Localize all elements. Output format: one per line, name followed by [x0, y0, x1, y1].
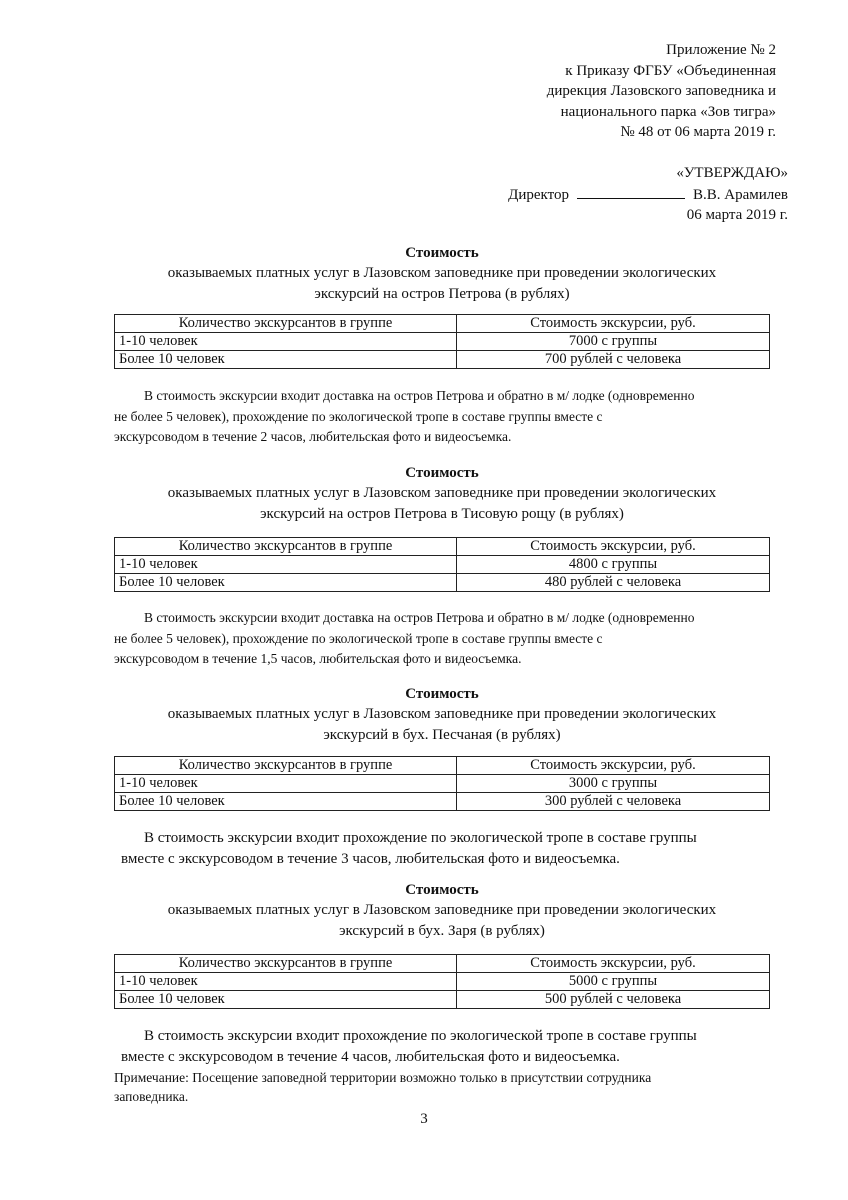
section-subtitle: оказываемых платных услуг в Лазовском заповеднике при проведении экологических — [167, 706, 717, 722]
header-cell: Стоимость экскурсии, руб. — [457, 757, 770, 775]
director-name: В.В. Арамилев — [693, 186, 788, 203]
price-table — [114, 314, 770, 369]
remark — [114, 1069, 782, 1106]
section-heading — [114, 243, 770, 304]
table-row — [115, 574, 770, 592]
section-title: Стоимость — [405, 882, 479, 898]
price-cell: 5000 с группы — [457, 973, 770, 991]
group-cell: 1-10 человек — [115, 775, 457, 793]
appendix-line: к Приказу ФГБУ «Объединенная — [565, 62, 776, 79]
note-line: экскурсоводом в течение 2 часов, любительская фото и видеосъемка. — [114, 429, 512, 444]
header-cell: Количество экскурсантов в группе — [115, 538, 457, 556]
header-cell: Стоимость экскурсии, руб. — [457, 955, 770, 973]
price-cell: 3000 с группы — [457, 775, 770, 793]
section-subtitle: экскурсий на остров Петрова (в рублях) — [314, 285, 570, 302]
director-line — [388, 184, 788, 206]
note-line: вместе с экскурсоводом в течение 4 часов, любительская фото и видеосъемка. — [121, 1048, 620, 1065]
group-cell: 1-10 человек — [115, 973, 457, 991]
group-cell: Более 10 человек — [115, 793, 457, 811]
note-line: В стоимость экскурсии входит прохождение по экологической тропе в составе группы — [144, 830, 697, 846]
note-line: не более 5 человек), прохождение по экологической тропе в составе группы вместе с — [114, 630, 603, 646]
section-heading — [114, 880, 770, 941]
table-row — [115, 351, 770, 369]
group-cell: 1-10 человек — [115, 556, 457, 574]
section-heading — [114, 684, 770, 745]
table-row — [115, 991, 770, 1009]
approval-block — [388, 163, 788, 226]
price-cell: 700 рублей с человека — [457, 351, 770, 369]
price-cell: 4800 с группы — [457, 556, 770, 574]
section-heading — [114, 463, 770, 524]
remark-line: Примечание: Посещение заповедной территории возможно только в присутствии сотрудника — [114, 1070, 652, 1085]
table-row — [115, 333, 770, 351]
note-line: экскурсоводом в течение 1,5 часов, любительская фото и видеосъемка. — [114, 651, 522, 666]
section-note — [114, 608, 782, 670]
price-cell: 500 рублей с человека — [457, 991, 770, 1009]
note-line: В стоимость экскурсии входит прохождение по экологической тропе в составе группы — [144, 1028, 697, 1044]
table-row — [115, 556, 770, 574]
table-row — [115, 793, 770, 811]
group-cell: Более 10 человек — [115, 351, 457, 369]
header-cell: Количество экскурсантов в группе — [115, 315, 457, 333]
table-header-row — [115, 315, 770, 333]
section-title: Стоимость — [405, 465, 479, 481]
note-line: В стоимость экскурсии входит доставка на остров Петрова и обратно в м/ лодке (одновременно — [144, 610, 695, 625]
section-subtitle: оказываемых платных услуг в Лазовском заповеднике при проведении экологических — [167, 485, 717, 501]
price-table — [114, 537, 770, 592]
appendix-line: дирекция Лазовского заповедника и — [546, 83, 776, 99]
appendix-line: Приложение № 2 — [666, 42, 776, 58]
section-title: Стоимость — [405, 686, 479, 702]
section-title: Стоимость — [405, 245, 479, 261]
note-line: не более 5 человек), прохождение по экологической тропе в составе группы вместе с — [114, 408, 603, 424]
remark-line: заповедника. — [114, 1088, 189, 1104]
signature-line — [577, 184, 685, 199]
page-number: 3 — [420, 1111, 428, 1127]
header-cell: Стоимость экскурсии, руб. — [457, 315, 770, 333]
header-cell: Стоимость экскурсии, руб. — [457, 538, 770, 556]
section-subtitle: экскурсий в бух. Заря (в рублях) — [339, 922, 545, 939]
approve-date: 06 марта 2019 г. — [686, 207, 788, 223]
section-note — [114, 828, 774, 869]
price-table — [114, 756, 770, 811]
approve-title: «УТВЕРЖДАЮ» — [676, 165, 788, 181]
section-subtitle: экскурсий в бух. Песчаная (в рублях) — [323, 726, 561, 743]
price-cell: 480 рублей с человека — [457, 574, 770, 592]
header-cell: Количество экскурсантов в группе — [115, 757, 457, 775]
price-cell: 7000 с группы — [457, 333, 770, 351]
appendix-line: № 48 от 06 марта 2019 г. — [620, 124, 776, 140]
section-subtitle: оказываемых платных услуг в Лазовском заповеднике при проведении экологических — [167, 902, 717, 918]
table-header-row — [115, 757, 770, 775]
group-cell: 1-10 человек — [115, 333, 457, 351]
section-note — [114, 386, 782, 448]
group-cell: Более 10 человек — [115, 991, 457, 1009]
table-header-row — [115, 955, 770, 973]
group-cell: Более 10 человек — [115, 574, 457, 592]
appendix-header — [547, 40, 776, 143]
section-subtitle: оказываемых платных услуг в Лазовском заповеднике при проведении экологических — [167, 265, 717, 281]
section-subtitle: экскурсий на остров Петрова в Тисовую рощу (в рублях) — [260, 505, 624, 522]
table-row — [115, 973, 770, 991]
price-cell: 300 рублей с человека — [457, 793, 770, 811]
director-label: Директор — [508, 186, 569, 203]
price-table — [114, 954, 770, 1009]
appendix-line: национального парка «Зов тигра» — [560, 103, 776, 120]
header-cell: Количество экскурсантов в группе — [115, 955, 457, 973]
table-header-row — [115, 538, 770, 556]
note-line: вместе с экскурсоводом в течение 3 часов, любительская фото и видеосъемка. — [121, 850, 620, 867]
table-row — [115, 775, 770, 793]
section-note — [114, 1026, 774, 1067]
note-line: В стоимость экскурсии входит доставка на остров Петрова и обратно в м/ лодке (одновременно — [144, 388, 695, 403]
